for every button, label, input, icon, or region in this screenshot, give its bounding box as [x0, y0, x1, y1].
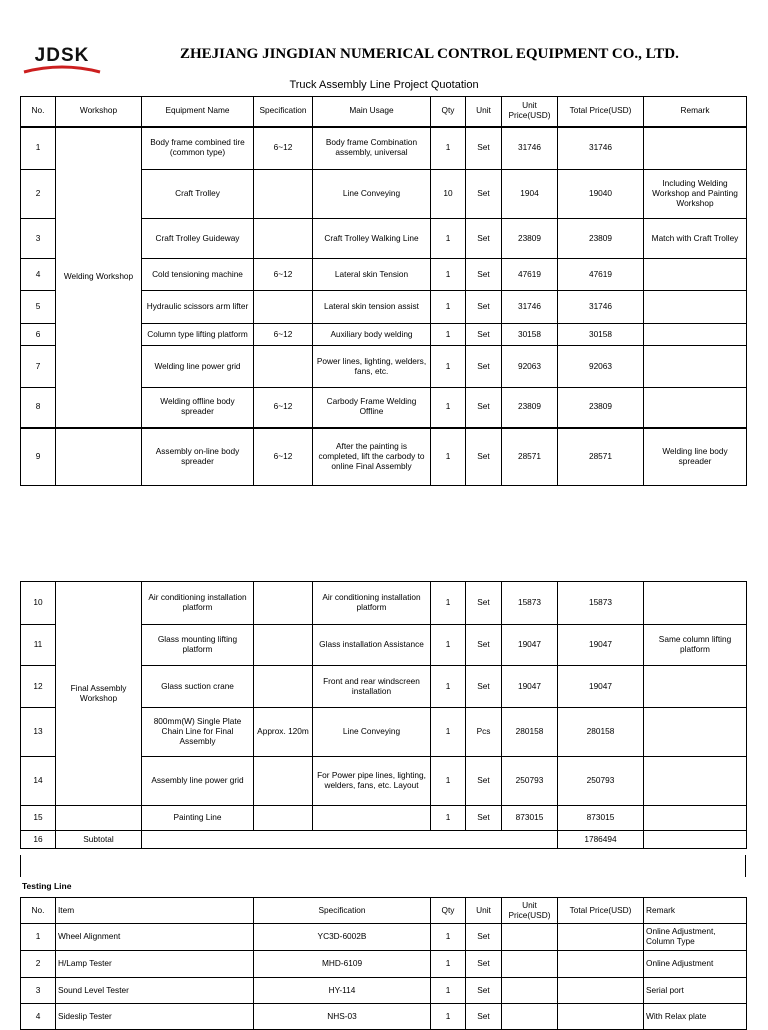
cell-unit: Set — [466, 170, 502, 219]
cell-unit: Set — [466, 978, 502, 1004]
cell-main-usage: Power lines, lighting, welders, fans, etc. — [313, 346, 431, 388]
header-workshop: Workshop — [56, 97, 142, 127]
cell-remark: Online Adjustment, Column Type — [644, 924, 747, 951]
header-qty: Qty — [431, 97, 466, 127]
cell-no: 9 — [21, 428, 56, 486]
cell-equipment-name: Craft Trolley Guideway — [142, 219, 254, 259]
cell-total-price — [558, 978, 644, 1004]
cell-unit: Set — [466, 127, 502, 170]
cell-no: 12 — [21, 666, 56, 708]
cell-qty: 1 — [431, 708, 466, 757]
cell-remark — [644, 806, 747, 831]
cell-unit: Set — [466, 625, 502, 666]
cell-equipment-name: Assembly line power grid — [142, 757, 254, 806]
cell-total-price: 31746 — [558, 127, 644, 170]
cell-main-usage: For Power pipe lines, lighting, welders, fans, etc. Layout — [313, 757, 431, 806]
cell-specification — [254, 170, 313, 219]
cell-qty: 1 — [431, 291, 466, 324]
table-row — [21, 924, 747, 951]
table-edge-line — [745, 855, 746, 877]
quotation-table-final-assembly — [20, 581, 747, 849]
cell-unit: Set — [466, 1004, 502, 1030]
cell-specification: MHD-6109 — [254, 951, 431, 978]
cell-specification: HY-114 — [254, 978, 431, 1004]
cell-qty: 1 — [431, 219, 466, 259]
cell-equipment-name: Cold tensioning machine — [142, 259, 254, 291]
cell-remark — [644, 708, 747, 757]
cell-specification — [254, 666, 313, 708]
cell-total-price: 30158 — [558, 324, 644, 346]
header-remark: Remark — [644, 898, 747, 924]
cell-unit-price: 19047 — [502, 625, 558, 666]
document-title: Truck Assembly Line Project Quotation — [289, 79, 479, 91]
cell-no: 6 — [21, 324, 56, 346]
cell-unit-price: 15873 — [502, 582, 558, 625]
cell-unit: Set — [466, 219, 502, 259]
testing-line-title: Testing Line — [22, 881, 72, 891]
header-unit-price: Unit Price(USD) — [502, 97, 558, 127]
cell-unit-price: 28571 — [502, 428, 558, 486]
cell-no: 4 — [21, 1004, 56, 1030]
cell-remark — [644, 127, 747, 170]
cell-item: Sound Level Tester — [56, 978, 254, 1004]
header-no: No. — [21, 97, 56, 127]
cell-specification — [254, 346, 313, 388]
cell-main-usage: Body frame Combination assembly, universal — [313, 127, 431, 170]
cell-workshop-final-assembly: Final Assembly Workshop — [56, 582, 142, 806]
cell-specification — [254, 806, 313, 831]
cell-unit: Set — [466, 757, 502, 806]
cell-qty: 1 — [431, 127, 466, 170]
cell-total-price: 47619 — [558, 259, 644, 291]
cell-unit: Set — [466, 346, 502, 388]
cell-unit: Set — [466, 324, 502, 346]
table-row — [21, 127, 747, 170]
cell-unit: Set — [466, 388, 502, 428]
cell-no: 2 — [21, 951, 56, 978]
table-header-row — [21, 898, 747, 924]
cell-equipment-name: Hydraulic scissors arm lifter — [142, 291, 254, 324]
cell-unit-price: 23809 — [502, 219, 558, 259]
cell-remark: With Relax plate — [644, 1004, 747, 1030]
cell-unit-price: 23809 — [502, 388, 558, 428]
cell-remark — [644, 582, 747, 625]
cell-qty: 1 — [431, 1004, 466, 1030]
cell-unit: Set — [466, 924, 502, 951]
header-total-price: Total Price(USD) — [558, 898, 644, 924]
header-remark: Remark — [644, 97, 747, 127]
cell-total-price: 23809 — [558, 388, 644, 428]
cell-remark — [644, 291, 747, 324]
cell-total-price: 19047 — [558, 666, 644, 708]
cell-remark — [644, 757, 747, 806]
cell-workshop-empty — [56, 428, 142, 486]
header-unit: Unit — [466, 97, 502, 127]
cell-unit: Set — [466, 582, 502, 625]
header-main-usage: Main Usage — [313, 97, 431, 127]
testing-line-table — [20, 897, 747, 1030]
header-unit-price: Unit Price(USD) — [502, 898, 558, 924]
cell-remark: Serial port — [644, 978, 747, 1004]
company-logo — [22, 42, 102, 76]
cell-remark — [644, 324, 747, 346]
table-row — [21, 951, 747, 978]
cell-equipment-name: Painting Line — [142, 806, 254, 831]
quotation-table-welding — [20, 96, 747, 486]
cell-no: 5 — [21, 291, 56, 324]
header-no: No. — [21, 898, 56, 924]
header-item: Item — [56, 898, 254, 924]
cell-workshop-welding: Welding Workshop — [56, 127, 142, 428]
cell-equipment-name: Air conditioning installation platform — [142, 582, 254, 625]
cell-total-price: 873015 — [558, 806, 644, 831]
cell-unit-price: 30158 — [502, 324, 558, 346]
header-total-price: Total Price(USD) — [558, 97, 644, 127]
cell-equipment-name: 800mm(W) Single Plate Chain Line for Final Assembly — [142, 708, 254, 757]
cell-remark: Match with Craft Trolley — [644, 219, 747, 259]
cell-no: 16 — [21, 831, 56, 849]
cell-no: 7 — [21, 346, 56, 388]
cell-qty: 1 — [431, 324, 466, 346]
cell-qty: 1 — [431, 924, 466, 951]
cell-total-price: 92063 — [558, 346, 644, 388]
cell-specification — [254, 219, 313, 259]
cell-specification: 6~12 — [254, 259, 313, 291]
cell-unit-price: 19047 — [502, 666, 558, 708]
cell-equipment-name: Body frame combined tire (common type) — [142, 127, 254, 170]
cell-remark: Welding line body spreader — [644, 428, 747, 486]
cell-unit-price: 280158 — [502, 708, 558, 757]
cell-main-usage: Carbody Frame Welding Offline — [313, 388, 431, 428]
header-unit: Unit — [466, 898, 502, 924]
company-name: ZHEJIANG JINGDIAN NUMERICAL CONTROL EQUIPMENT CO., LTD. — [180, 46, 679, 62]
cell-unit: Set — [466, 951, 502, 978]
cell-specification — [254, 757, 313, 806]
cell-no: 11 — [21, 625, 56, 666]
table-row — [21, 1004, 747, 1030]
cell-equipment-name: Glass mounting lifting platform — [142, 625, 254, 666]
cell-subtotal-label: Subtotal — [56, 831, 142, 849]
cell-qty: 1 — [431, 625, 466, 666]
cell-unit-price: 31746 — [502, 127, 558, 170]
cell-unit: Pcs — [466, 708, 502, 757]
cell-qty: 1 — [431, 346, 466, 388]
cell-remark — [644, 831, 747, 849]
cell-unit-price — [502, 1004, 558, 1030]
cell-unit: Set — [466, 806, 502, 831]
cell-total-price: 19047 — [558, 625, 644, 666]
cell-remark — [644, 259, 747, 291]
cell-total-price: 280158 — [558, 708, 644, 757]
cell-unit-price — [502, 978, 558, 1004]
cell-remark: Same column lifting platform — [644, 625, 747, 666]
cell-total-price — [558, 924, 644, 951]
cell-main-usage: After the painting is completed, lift the carbody to online Final Assembly — [313, 428, 431, 486]
cell-specification: NHS-03 — [254, 1004, 431, 1030]
cell-no: 1 — [21, 924, 56, 951]
cell-qty: 1 — [431, 951, 466, 978]
cell-remark: Including Welding Workshop and Painting Workshop — [644, 170, 747, 219]
cell-equipment-name: Craft Trolley — [142, 170, 254, 219]
cell-subtotal-total: 1786494 — [558, 831, 644, 849]
cell-equipment-name: Glass suction crane — [142, 666, 254, 708]
cell-equipment-name: Column type lifting platform — [142, 324, 254, 346]
cell-unit-price: 250793 — [502, 757, 558, 806]
header-specification: Specification — [254, 97, 313, 127]
cell-no: 8 — [21, 388, 56, 428]
cell-total-price — [558, 951, 644, 978]
cell-total-price: 19040 — [558, 170, 644, 219]
cell-main-usage: Craft Trolley Walking Line — [313, 219, 431, 259]
cell-main-usage: Front and rear windscreen installation — [313, 666, 431, 708]
cell-specification: 6~12 — [254, 428, 313, 486]
cell-unit-price — [502, 924, 558, 951]
cell-no: 15 — [21, 806, 56, 831]
cell-total-price: 31746 — [558, 291, 644, 324]
table-row — [21, 582, 747, 625]
cell-main-usage: Line Conveying — [313, 170, 431, 219]
header-specification: Specification — [254, 898, 431, 924]
cell-remark — [644, 346, 747, 388]
cell-workshop-empty — [56, 806, 142, 831]
cell-main-usage: Lateral skin tension assist — [313, 291, 431, 324]
cell-main-usage: Auxiliary body welding — [313, 324, 431, 346]
cell-total-price — [558, 1004, 644, 1030]
cell-item: H/Lamp Tester — [56, 951, 254, 978]
cell-unit-price — [502, 951, 558, 978]
cell-unit: Set — [466, 666, 502, 708]
cell-no: 10 — [21, 582, 56, 625]
cell-qty: 1 — [431, 978, 466, 1004]
cell-specification: 6~12 — [254, 324, 313, 346]
cell-total-price: 23809 — [558, 219, 644, 259]
cell-unit-price: 873015 — [502, 806, 558, 831]
cell-equipment-name: Welding offline body spreader — [142, 388, 254, 428]
table-row — [21, 978, 747, 1004]
cell-no: 1 — [21, 127, 56, 170]
cell-item: Sideslip Tester — [56, 1004, 254, 1030]
cell-total-price: 28571 — [558, 428, 644, 486]
cell-unit: Set — [466, 428, 502, 486]
cell-remark — [644, 666, 747, 708]
header-equipment-name: Equipment Name — [142, 97, 254, 127]
cell-qty: 1 — [431, 388, 466, 428]
subtotal-row — [21, 831, 747, 849]
cell-no: 3 — [21, 978, 56, 1004]
cell-remark: Online Adjustment — [644, 951, 747, 978]
cell-main-usage: Glass installation Assistance — [313, 625, 431, 666]
cell-remark — [644, 388, 747, 428]
cell-specification: 6~12 — [254, 127, 313, 170]
cell-specification: 6~12 — [254, 388, 313, 428]
cell-qty: 1 — [431, 582, 466, 625]
cell-no: 2 — [21, 170, 56, 219]
cell-qty: 1 — [431, 757, 466, 806]
cell-unit-price: 1904 — [502, 170, 558, 219]
cell-specification — [254, 291, 313, 324]
cell-specification — [254, 582, 313, 625]
cell-no: 4 — [21, 259, 56, 291]
cell-qty: 1 — [431, 806, 466, 831]
cell-equipment-name: Welding line power grid — [142, 346, 254, 388]
cell-main-usage: Line Conveying — [313, 708, 431, 757]
cell-total-price: 250793 — [558, 757, 644, 806]
cell-unit: Set — [466, 291, 502, 324]
cell-no: 14 — [21, 757, 56, 806]
cell-unit-price: 92063 — [502, 346, 558, 388]
cell-unit: Set — [466, 259, 502, 291]
header-qty: Qty — [431, 898, 466, 924]
cell-specification: YC3D-6002B — [254, 924, 431, 951]
logo-text: JDSK — [34, 45, 90, 66]
cell-no: 3 — [21, 219, 56, 259]
cell-main-usage: Air conditioning installation platform — [313, 582, 431, 625]
cell-main-usage — [313, 806, 431, 831]
cell-qty: 1 — [431, 428, 466, 486]
cell-qty: 1 — [431, 259, 466, 291]
cell-unit-price: 31746 — [502, 291, 558, 324]
cell-subtotal-empty — [142, 831, 558, 849]
table-header-row — [21, 97, 747, 127]
cell-qty: 1 — [431, 666, 466, 708]
cell-no: 13 — [21, 708, 56, 757]
table-edge-line — [20, 855, 21, 877]
cell-main-usage: Lateral skin Tension — [313, 259, 431, 291]
cell-equipment-name: Assembly on-line body spreader — [142, 428, 254, 486]
cell-total-price: 15873 — [558, 582, 644, 625]
cell-specification: Approx. 120m — [254, 708, 313, 757]
table-row — [21, 806, 747, 831]
cell-unit-price: 47619 — [502, 259, 558, 291]
cell-qty: 10 — [431, 170, 466, 219]
table-row — [21, 428, 747, 486]
cell-specification — [254, 625, 313, 666]
cell-item: Wheel Alignment — [56, 924, 254, 951]
